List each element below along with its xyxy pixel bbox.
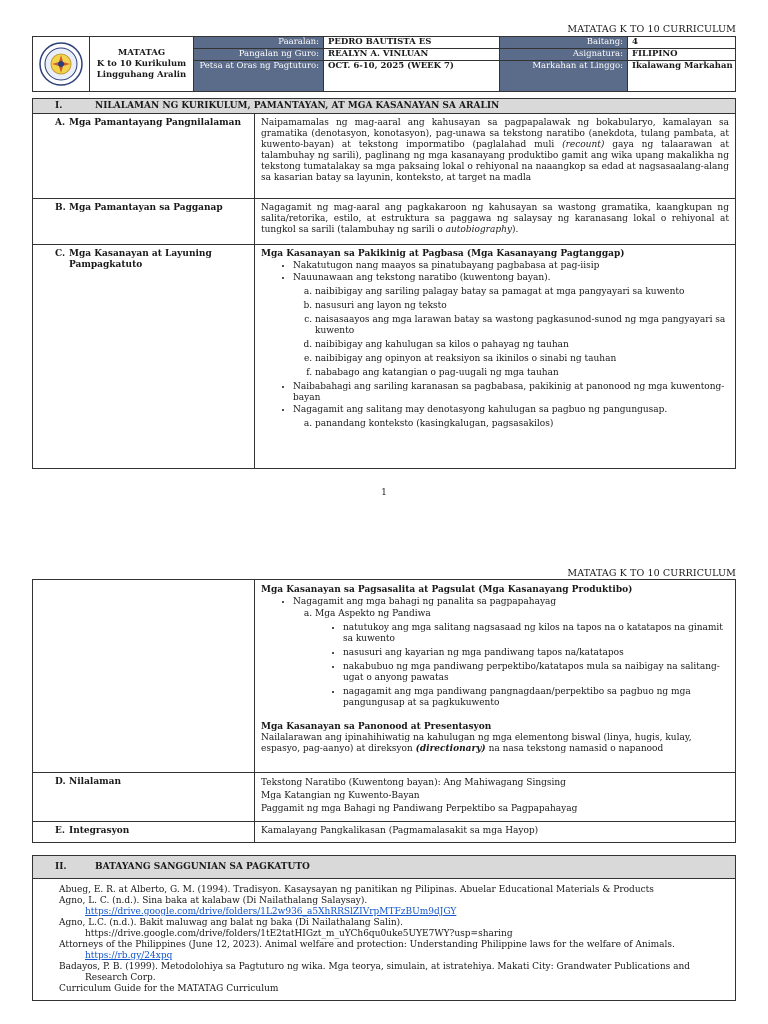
row-index: A. xyxy=(55,118,66,128)
text: gaya ng talaarawan at talambuhay ng sarili), paglinang ng mga kasanayang produktibo gamit ang wika upang makalikha ng tekstong tumatalakay sa mga paksaing lokal o rehiyonal na naaangkop sa edad at nagsasaalang-alang sa kasarian batay sa layunin, konteksto, at target na madla xyxy=(261,140,730,183)
row-content xyxy=(255,245,735,468)
text: Nailalarawan ang ipinahihiwatig na kahulugan ng mga elementong biswal (linya, hugis, kulay, espasyo, pag-aanyo) at direksyon xyxy=(261,733,692,754)
quarter-value: Ikalawang Markahan xyxy=(628,61,735,91)
section-title: NILALAMAN NG KURIKULUM, PAMANTAYAN, AT MGA KASANAYAN SA ARALIN xyxy=(95,101,500,111)
reference-item xyxy=(59,918,727,940)
row-index: E. xyxy=(55,826,65,836)
text: na nasa tekstong namasid o napanood xyxy=(485,744,664,754)
list-item: • nagagamit ang mga pandiwang pangnagdaan/perpektibo sa pagbuo ng mga pangungusap at sa pagkukuwento xyxy=(343,687,729,709)
row-label xyxy=(33,245,255,468)
list-item: • Nakatutugon nang maayos sa pinatubayang pagbabasa at pag-iisip xyxy=(293,261,729,272)
reference-link[interactable]: https://drive.google.com/drive/folders/1L2w936_a5XhRRSlZIVrpMTFzBUm9dJGY xyxy=(85,907,457,917)
reference-text: Attorneys of the Philippines (June 12, 2023). Animal welfare and protection: Understanding Philippine laws for the welfare of Animals. xyxy=(59,940,675,950)
subject-label: Asignatura: xyxy=(500,49,628,61)
viewing-text xyxy=(261,733,729,755)
row-label xyxy=(33,199,255,244)
list-item: a. naibibigay ang sariling palagay batay sa pamagat at mga pangyayari sa kuwento xyxy=(315,287,729,298)
row-competencies xyxy=(33,245,735,468)
text: Nagagamit ng mag-aaral ang pagkakaroon ng kahusayan sa wastong gramatika, kaangkupan ng salita/retorika, estilo, at estruktura sa paggawa ng salaysay ng karanasang lokal o rehiyonal at tungkol sa sarili (talambuhay ng sarili o xyxy=(261,203,729,235)
emphasis: (directionary) xyxy=(415,744,486,754)
list-item: • Naibabahagi ang sariling karanasan sa pagbabasa, pakikinig at panonood ng mga kuwentong-bayan xyxy=(293,382,729,404)
curriculum-table xyxy=(32,113,736,469)
row-label-text: Integrasyon xyxy=(69,826,130,836)
reference-item xyxy=(59,940,727,962)
title-line: MATATAG xyxy=(117,47,166,58)
row-label-text: Mga Pamantayang Pangnilalaman xyxy=(69,118,242,128)
list-item xyxy=(293,597,729,709)
row-content-topic xyxy=(33,773,735,822)
list-item xyxy=(293,405,729,430)
quarter-label: Markahan at Linggo: xyxy=(500,61,628,91)
teacher-value: REALYN A. VINLUAN xyxy=(324,49,500,61)
logo-cell xyxy=(33,37,90,91)
curriculum-header: MATATAG K TO 10 CURRICULUM xyxy=(567,24,736,35)
section-2-bar xyxy=(32,855,736,879)
list-item: • nakabubuo ng mga pandiwang perpektibo/katatapos mula sa naibigay na salitang-ugat o anyong pawatas xyxy=(343,662,729,684)
reference-text: Agno, L. C. (n.d.). Sina baka at kalabaw (Di Nailathalang Salaysay). xyxy=(59,896,368,906)
row-content xyxy=(255,773,735,821)
list-item-text: Mga Aspekto ng Pandiwa xyxy=(315,609,431,619)
reference-item: Curriculum Guide for the MATATAG Curriculum xyxy=(59,984,279,994)
title-line: K to 10 Kurikulum xyxy=(96,58,187,69)
sub-bullet-list xyxy=(315,623,729,709)
row-competencies-continued xyxy=(33,580,735,773)
emphasis: autobiography xyxy=(445,225,512,235)
list-item: b. nasusuri ang layon ng teksto xyxy=(315,301,729,312)
curriculum-table-continued xyxy=(32,579,736,843)
grade-label: Baitang: xyxy=(500,37,628,49)
reference-text: Agno, L.C. (n.d.). Bakit maluwag ang balat ng baka (Di Nailathalang Salin). xyxy=(59,918,403,928)
reference-item: Abueg, E. R. at Alberto, G. M. (1994). Tradisyon. Kasaysayan ng panitikan ng Pilipinas. Abuelar Educational Materials & Products xyxy=(59,885,654,895)
reference-item: Badayos, P. B. (1999). Metodolohiya sa Pagtuturo ng wika. Mga teorya, simulain, at istratehiya. Makati City: Grandwater Publications and Research Corp. xyxy=(59,962,691,983)
row-label-text: Mga Kasanayan at Layuning xyxy=(69,249,212,259)
reference-url: https://drive.google.com/drive/folders/1tE2tatHIGzt_m_uYCh6qu0uke5UYE7WY?usp=sharing xyxy=(85,929,513,939)
row-index: D. xyxy=(55,777,66,787)
row-integration xyxy=(33,822,735,842)
subject-value: FILIPINO xyxy=(628,49,735,61)
row-content-standards xyxy=(33,114,735,199)
row-label-text: Mga Pamantayan sa Pagganap xyxy=(69,203,223,213)
grade-value: 4 xyxy=(628,37,735,49)
emphasis: (recount) xyxy=(562,140,605,150)
alpha-list xyxy=(293,287,729,379)
teacher-label: Pangalan ng Guro: xyxy=(194,49,324,61)
row-label xyxy=(33,773,255,821)
reference-item xyxy=(59,896,727,918)
content-line: Paggamit ng mga Bahagi ng Pandiwang Perpektibo sa Pagpapahayag xyxy=(261,804,578,814)
content-line: Tekstong Naratibo (Kuwentong bayan): Ang Mahiwagang Singsing xyxy=(261,778,566,788)
section-title: BATAYANG SANGGUNIAN SA PAGKATUTO xyxy=(95,862,310,872)
school-value: PEDRO BAUTISTA ES xyxy=(324,37,500,49)
row-label-text: Pampagkatuto xyxy=(69,260,143,270)
section-number: II. xyxy=(55,862,67,872)
alpha-list xyxy=(293,419,729,430)
row-index: B. xyxy=(55,203,66,213)
list-item: • natutukoy ang mga salitang nagsasaad ng kilos na tapos na o katatapos na ginamit sa kuwento xyxy=(343,623,729,645)
alpha-list xyxy=(293,609,729,709)
bullet-list xyxy=(261,597,729,709)
list-item: • nasusuri ang kayarian ng mga pandiwang tapos na/katatapos xyxy=(343,648,729,659)
row-label-text: Nilalaman xyxy=(69,777,122,787)
row-index: C. xyxy=(55,249,66,259)
list-item-text: Nauunawaan ang tekstong naratibo (kuwentong bayan). xyxy=(293,273,551,283)
date-label: Petsa at Oras ng Pagtuturo: xyxy=(194,61,324,91)
page-number: 1 xyxy=(381,488,387,498)
competency-heading: Mga Kasanayan sa Pakikinig at Pagbasa (Mga Kasanayang Pagtanggap) xyxy=(261,249,625,259)
row-performance-standards xyxy=(33,199,735,245)
competency-heading: Mga Kasanayan sa Pagsasalita at Pagsulat (Mga Kasanayang Produktibo) xyxy=(261,585,633,595)
header-grid xyxy=(194,37,735,91)
list-item: c. naisasaayos ang mga larawan batay sa wastong pagkasunod-sunod ng mga pangyayari sa kuwento xyxy=(315,315,729,337)
row-content xyxy=(255,199,735,244)
page-2 xyxy=(0,555,768,1024)
row-label xyxy=(33,114,255,198)
list-item xyxy=(293,273,729,379)
text: Naipamamalas ng mag-aaral ang kahusayan sa pagpapalawak ng bokabularyo, kamalayan sa gramatika (denotasyon, konotasyon), pag-unawa sa tekstong naratibo (anekdota, tulang pambata, at kuwento-bayan) at tekstong impormatibo (paglalahad muli xyxy=(261,118,729,150)
curriculum-header: MATATAG K TO 10 CURRICULUM xyxy=(567,568,736,579)
page-1 xyxy=(0,0,768,510)
reference-link[interactable]: https://rb.gy/24xpq xyxy=(85,951,173,961)
lesson-header-table xyxy=(32,36,736,92)
row-content xyxy=(255,580,735,772)
text: ). xyxy=(511,225,519,235)
references-box xyxy=(32,879,736,1001)
list-item xyxy=(315,609,729,709)
title-line: Lingguhang Aralin xyxy=(96,69,187,80)
content-line: Mga Katangian ng Kuwento-Bayan xyxy=(261,791,420,801)
list-item-text: Nagagamit ang salitang may denotasyong kahulugan sa pagbuo ng pangungusap. xyxy=(293,405,668,415)
section-number: I. xyxy=(55,101,63,111)
list-item: e. naibibigay ang opinyon at reaksiyon sa ikinilos o sinabi ng tauhan xyxy=(315,354,729,365)
list-item: f. nababago ang katangian o pag-uugali ng mga tauhan xyxy=(315,368,729,379)
lesson-title-cell xyxy=(90,37,194,91)
row-content xyxy=(255,114,735,198)
list-item: a. panandang konteksto (kasingkalugan, pagsasakilos) xyxy=(315,419,729,430)
date-value: OCT. 6-10, 2025 (WEEK 7) xyxy=(324,61,500,91)
row-label-empty xyxy=(33,580,255,772)
bullet-list xyxy=(261,261,729,430)
row-label xyxy=(33,822,255,842)
list-item-text: Nagagamit ang mga bahagi ng panalita sa pagpapahayag xyxy=(293,597,557,607)
deped-seal-icon xyxy=(39,42,83,86)
school-label: Paaralan: xyxy=(194,37,324,49)
section-1-bar xyxy=(32,98,736,114)
row-content: Kamalayang Pangkalikasan (Pagmamalasakit sa mga Hayop) xyxy=(261,826,539,836)
list-item: d. naibibigay ang kahulugan sa kilos o pahayag ng tauhan xyxy=(315,340,729,351)
competency-heading: Mga Kasanayan sa Panonood at Presentasyon xyxy=(261,722,492,732)
